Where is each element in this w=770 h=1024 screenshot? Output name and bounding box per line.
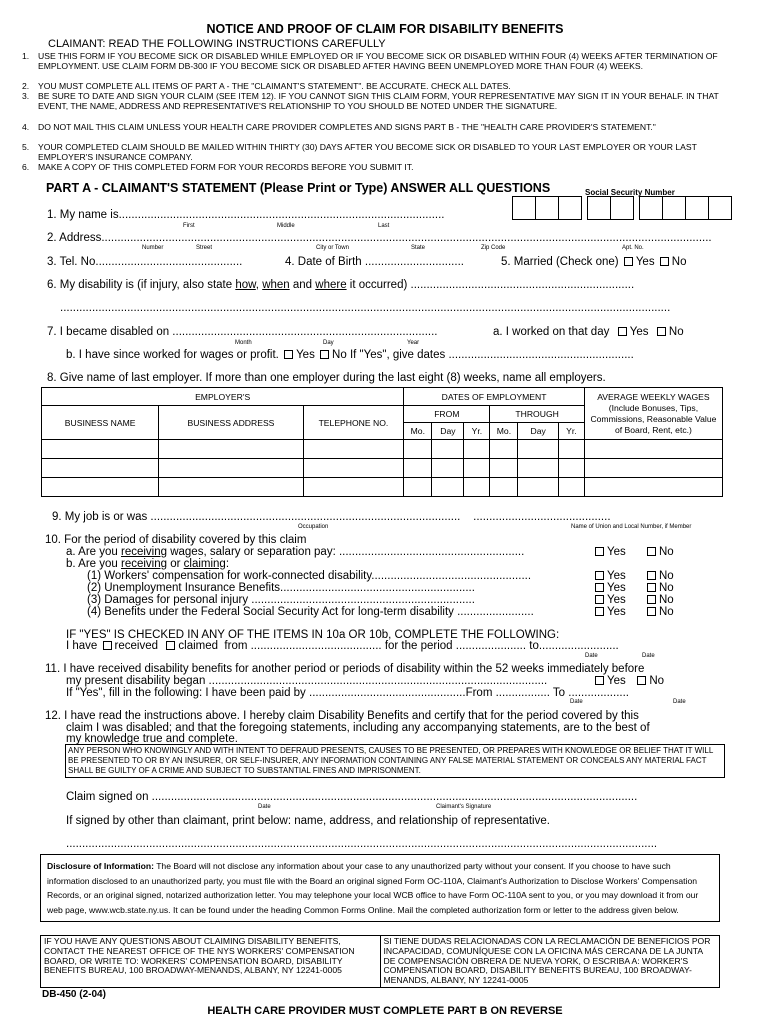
q12-label: 12. I have read the instructions above. I hereby claim Disability Benefits and certify that for the period covered by this <box>45 710 639 722</box>
q6-continuation: ............................................................................................................................................................................................... <box>60 302 671 314</box>
avg-wages-header: AVERAGE WEEKLY WAGES (Include Bonuses, Tips, Commissions, Reasonable Value of Board, Rent, etc.) <box>584 388 722 440</box>
q10b-label: b. Are you receiving or claiming: <box>66 558 230 570</box>
q2-sub-zip: Zip Code <box>481 245 506 251</box>
period-to-date: Date <box>642 653 655 659</box>
q10-label: 10. For the period of disability covered by this claim <box>45 534 307 546</box>
i-have-line: I have received claimed from ......................................... for the period ...................... to......................... <box>66 640 619 652</box>
from-mo: Mo. <box>404 423 432 440</box>
through-mo: Mo. <box>490 423 518 440</box>
dates-header: DATES OF EMPLOYMENT <box>404 388 585 406</box>
q10b2-no-checkbox[interactable] <box>647 583 656 592</box>
signature-claimant-label: Claimant's Signature <box>436 804 492 810</box>
instruction-3: 3. BE SURE TO DATE AND SIGN YOUR CLAIM (SEE ITEM 12). IF YOU CANNOT SIGN THIS CLAIM FORM, YOUR REPRESENTATIVE MAY SIGN IT IN YOUR BEHALF. IN THAT EVENT, THE NAME, ADDRESS AND REPRESENTATIVE'S RELATIONSHIP TO YOU SHOULD BE NOTED UNDER THE SIGNATURE. <box>22 91 719 111</box>
q10b2-yes-checkbox[interactable] <box>595 583 604 592</box>
q5-no-checkbox[interactable] <box>660 257 669 266</box>
instruction-4: 4. DO NOT MAIL THIS CLAIM UNLESS YOUR HEALTH CARE PROVIDER COMPLETES AND SIGNS PART B - THE "HEALTH CARE PROVIDER'S STATEMENT." <box>22 122 656 132</box>
ssn-boxes[interactable] <box>512 196 731 220</box>
q10a-no-checkbox[interactable] <box>647 547 656 556</box>
help-spanish: SI TIENE DUDAS RELACIONADAS CON LA RECLAMACIÓN DE BENEFICIOS POR INCAPACIDAD, COMUNÍQUESE CON LA OFICINA MÁS CERCANA DE LA JUNTA DE COMPENSACIÓN OBRERA DE NUEVA YORK, O ESCRIBA A: WORKER'S COMPENSATION BOARD, DISABILITY BENEFITS BUREAU, 100 BROADWAY- MENANDS, ALBANY, NY 12241-0005 <box>380 936 720 987</box>
q7b-label: b. I have since worked for wages or profit. Yes No If "Yes", give dates .......................................................... <box>66 349 634 361</box>
through-day: Day <box>518 423 558 440</box>
q9-sub-occupation: Occupation <box>298 524 329 530</box>
q9-sub-union: Name of Union and Local Number, if Member <box>571 524 692 530</box>
help-box <box>40 935 720 988</box>
if-signed-line: If signed by other than claimant, print below: name, address, and relationship of representative. <box>66 815 550 827</box>
signature-date-label: Date <box>258 804 271 810</box>
instructions-heading: CLAIMANT: READ THE FOLLOWING INSTRUCTIONS CAREFULLY <box>48 38 386 50</box>
table-row[interactable] <box>42 459 723 478</box>
q10b4-label: (4) Benefits under the Federal Social Security Act for long-term disability ........................ <box>87 606 534 618</box>
q7b-no-checkbox[interactable] <box>320 350 329 359</box>
claimed-checkbox[interactable] <box>166 641 175 650</box>
q7-label: 7. I became disabled on ................................................................................... <box>47 326 438 338</box>
claim-signed-line: Claim signed on ........................................................................................................................................................ <box>66 791 638 803</box>
q1-label: 1. My name is...................................................................................................... <box>47 209 445 221</box>
q11-to-date: Date <box>673 699 686 705</box>
from-header: FROM <box>404 406 490 423</box>
q7a-no-checkbox[interactable] <box>657 327 666 336</box>
q11-yes-checkbox[interactable] <box>595 676 604 685</box>
q11b-label: my present disability began .......................................................................................................... <box>66 675 548 687</box>
help-english: IF YOU HAVE ANY QUESTIONS ABOUT CLAIMING DISABILITY BENEFITS, CONTACT THE NEAREST OFFICE OF THE NYS WORKERS' COMPENSATION BOARD, OR WRITE TO: WORKERS' COMPENSATION BOARD, DISABILITY BENEFITS BUREAU, 100 BROADWAY-MENANDS, ALBANY, NY 12241-0005 <box>44 936 355 976</box>
q7-sub-day: Day <box>323 340 334 346</box>
q10b3-no-checkbox[interactable] <box>647 595 656 604</box>
telephone-header: TELEPHONE NO. <box>303 406 404 440</box>
table-row[interactable] <box>42 440 723 459</box>
q5-label: 5. Married (Check one) Yes No <box>501 256 687 268</box>
q3-label: 3. Tel. No.............................................. <box>47 256 243 268</box>
ssn-label: Social Security Number <box>585 188 675 197</box>
form-title: NOTICE AND PROOF OF CLAIM FOR DISABILITY BENEFITS <box>206 22 564 36</box>
q10b1-no-checkbox[interactable] <box>647 571 656 580</box>
q10a-label: a. Are you receiving wages, salary or separation pay: .......................................................... <box>66 546 525 558</box>
from-day: Day <box>432 423 464 440</box>
employers-header: EMPLOYER'S <box>42 388 404 406</box>
q11c-label: If "Yes", fill in the following: I have been paid by .................................................From ................. To ................... <box>66 687 629 699</box>
business-address-header: BUSINESS ADDRESS <box>159 406 303 440</box>
employer-table <box>41 387 723 497</box>
q10b1-yes-checkbox[interactable] <box>595 571 604 580</box>
instruction-5: 5. YOUR COMPLETED CLAIM SHOULD BE MAILED WITHIN THIRTY (30) DAYS AFTER YOU BECOME SICK OR DISABLED TO YOUR LAST EMPLOYER OR YOUR LAST EMPLOYER'S INSURANCE COMPANY. <box>22 142 697 162</box>
q7a-label: a. I worked on that day Yes No <box>493 326 684 338</box>
q12b-label: claim I was disabled; and that the foregoing statements, including any accompanying statements, are to the best of <box>66 722 650 734</box>
q1-sub-first: First <box>183 223 195 229</box>
q11-label: 11. I have received disability benefits for another period or periods of disability within the 52 weeks immediately before <box>45 663 645 675</box>
q10a-yes-checkbox[interactable] <box>595 547 604 556</box>
disclosure-box: Disclosure of Information: The Board will not disclose any information about your case to any unauthorized party without your consent. If you choose to have such information disclosed to an unauthorized party, you must file with the Board an original signed Form OC-110A, Claimant's Authorization to Disclose Workers' Compensation Records, or an original signed, notarized authorization letter. You may telephone your local WCB office to have Form OC-110A sent to you, or you may download it from our web page, www.wcb.state.ny.us. It can be found under the heading Common Forms Online. Mail the completed authorization form or letter to the address given below. <box>40 854 720 922</box>
through-header: THROUGH <box>490 406 584 423</box>
fraud-warning: ANY PERSON WHO KNOWINGLY AND WITH INTENT TO DEFRAUD PRESENTS, CAUSES TO BE PRESENTED, OR PREPARES WITH KNOWLEDGE OR BELIEF THAT IT WILL BE PRESENTED TO OR BY AN INSURER, OR SELF-INSURER, ANY INFORMATION CONTAINING ANY FALSE MATERIAL STATEMENT OR CONCEALS ANY MATERIAL FACT SHALL BE GUILTY OF A CRIME AND SUBJECT TO SUBSTANTIAL FINES AND IMPRISONMENT. <box>65 744 725 778</box>
if-yes-heading: IF "YES" IS CHECKED IN ANY OF THE ITEMS IN 10a OR 10b, COMPLETE THE FOLLOWING: <box>66 629 560 641</box>
q4-label: 4. Date of Birth ............................... <box>285 256 464 268</box>
period-from-date: Date <box>585 653 598 659</box>
part-a-heading: PART A - CLAIMANT'S STATEMENT (Please Print or Type) ANSWER ALL QUESTIONS <box>46 181 551 195</box>
q10b3-options: Yes No <box>593 594 674 606</box>
q11-options: Yes No <box>593 675 664 687</box>
q2-label: 2. Address............................................................................................................................................................................................... <box>47 232 712 244</box>
from-yr: Yr. <box>464 423 490 440</box>
q6-label: 6. My disability is (if injury, also state how, when and where it occurred) ...................................................................... <box>47 279 635 291</box>
q7b-yes-checkbox[interactable] <box>284 350 293 359</box>
q11-no-checkbox[interactable] <box>637 676 646 685</box>
q7a-yes-checkbox[interactable] <box>618 327 627 336</box>
q12c-label: my knowledge true and complete. <box>66 733 238 745</box>
q2-sub-number: Number <box>142 245 164 251</box>
q10b2-options: Yes No <box>593 582 674 594</box>
q9-label: 9. My job is or was ................................................................................................. ........................................... <box>52 511 611 523</box>
reverse-notice: HEALTH CARE PROVIDER MUST COMPLETE PART B ON REVERSE <box>207 1005 563 1017</box>
q2-sub-state: State <box>411 245 426 251</box>
q10b1-options: Yes No <box>593 570 674 582</box>
instruction-2: 2. YOU MUST COMPLETE ALL ITEMS OF PART A - THE "CLAIMANT'S STATEMENT". BE ACCURATE. CHECK ALL DATES. <box>22 81 511 91</box>
representative-line: ......................................................................................................................................................................................... <box>66 838 658 850</box>
q10b4-no-checkbox[interactable] <box>647 607 656 616</box>
q10b3-label: (3) Damages for personal injury ...................................................................... <box>87 594 475 606</box>
q7-sub-year: Year <box>407 340 420 346</box>
received-checkbox[interactable] <box>103 641 112 650</box>
instruction-6: 6. MAKE A COPY OF THIS COMPLETED FORM FOR YOUR RECORDS BEFORE YOU SUBMIT IT. <box>22 162 414 172</box>
table-row[interactable] <box>42 478 723 497</box>
q10b4-yes-checkbox[interactable] <box>595 607 604 616</box>
q2-sub-city: City or Town <box>316 245 349 251</box>
q10b3-yes-checkbox[interactable] <box>595 595 604 604</box>
through-yr: Yr. <box>558 423 584 440</box>
q5-yes-checkbox[interactable] <box>624 257 633 266</box>
q7-sub-month: Month <box>235 340 252 346</box>
q10b4-options: Yes No <box>593 606 674 618</box>
q10a-options: Yes No <box>593 546 674 558</box>
q2-sub-apt: Apt. No. <box>622 245 644 251</box>
business-name-header: BUSINESS NAME <box>42 406 159 440</box>
q11-from-date: Date <box>570 699 583 705</box>
q10b2-label: (2) Unemployment Insurance Benefits............................................................. <box>87 582 475 594</box>
q1-sub-middle: Middle <box>277 223 295 229</box>
q2-sub-street: Street <box>196 245 213 251</box>
q8-label: 8. Give name of last employer. If more than one employer during the last eight (8) weeks, name all employers. <box>47 372 606 384</box>
q1-sub-last: Last <box>378 223 390 229</box>
form-id: DB-450 (2-04) <box>42 989 106 1000</box>
instruction-1: 1. USE THIS FORM IF YOU BECOME SICK OR DISABLED WHILE EMPLOYED OR IF YOU BECOME SICK OR DISABLED WITHIN FOUR (4) WEEKS AFTER TERMINATION OF EMPLOYMENT. USE CLAIM FORM DB-300 IF YOU BECOME SICK OR DISABLED AFTER HAVING BEEN UNEMPLOYED MORE THAN FOUR (4) WEEKS. <box>22 51 718 71</box>
q10b1-label: (1) Workers' compensation for work-connected disability.................................................. <box>87 570 532 582</box>
